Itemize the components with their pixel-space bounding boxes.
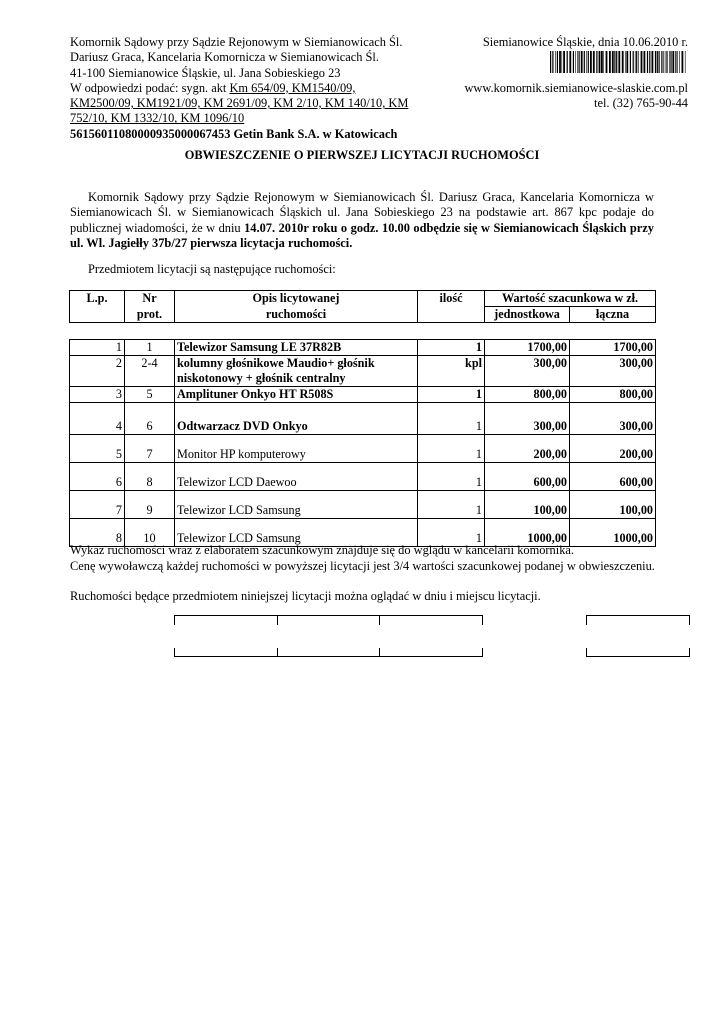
row-opis: Telewizor LCD Samsung xyxy=(175,491,418,519)
header-nr-bottom: prot. xyxy=(125,307,175,323)
stamp-frame-top-1 xyxy=(174,615,278,625)
reply-ref-3: 752/10, KM 1332/10, KM 1096/10 xyxy=(70,111,245,126)
items-table xyxy=(69,339,656,547)
row-lp: 3 xyxy=(70,387,125,403)
row-laczna: 300,00 xyxy=(570,403,656,435)
header-ilosc: ilość xyxy=(418,291,485,323)
table-row xyxy=(70,403,656,435)
row-nr: 6 xyxy=(125,403,175,435)
row-ilosc: 1 xyxy=(418,435,485,463)
row-ilosc: 1 xyxy=(418,403,485,435)
stamp-frame-bottom-4 xyxy=(586,648,690,657)
row-laczna: 300,00 xyxy=(570,356,656,387)
row-laczna: 1000,00 xyxy=(570,519,656,547)
row-jednostkowa: 800,00 xyxy=(485,387,570,403)
row-nr: 5 xyxy=(125,387,175,403)
sender-block xyxy=(70,35,450,142)
website: www.komornik.siemianowice-slaskie.com.pl xyxy=(464,81,688,95)
row-opis: Telewizor LCD Daewoo xyxy=(175,463,418,491)
row-lp: 2 xyxy=(70,356,125,387)
place-date: Siemianowice Śląskie, dnia 10.06.2010 r. xyxy=(482,35,688,49)
header-lp: L.p. xyxy=(70,291,125,323)
row-opis: Odtwarzacz DVD Onkyo xyxy=(175,403,418,435)
stamp-frame-bottom-1 xyxy=(174,648,278,657)
row-jednostkowa: 200,00 xyxy=(485,435,570,463)
row-laczna: 600,00 xyxy=(570,463,656,491)
row-nr: 9 xyxy=(125,491,175,519)
row-laczna: 800,00 xyxy=(570,387,656,403)
row-ilosc: 1 xyxy=(418,519,485,547)
row-laczna: 200,00 xyxy=(570,435,656,463)
row-nr: 8 xyxy=(125,463,175,491)
reply-ref-2: KM2500/09, KM1921/09, KM 2691/09, KM 2/10, KM 140/10, KM xyxy=(70,96,409,111)
sender-line-1: Komornik Sądowy przy Sądzie Rejonowym w Siemianowicach Śl. xyxy=(70,35,403,49)
table-row xyxy=(70,387,656,403)
subject-line: Przedmiotem licytacji są następujące ruchomości: xyxy=(88,262,336,276)
table-row xyxy=(70,463,656,491)
header-laczna: łączna xyxy=(570,307,656,323)
row-opis: Telewizor Samsung LE 37R82B xyxy=(175,340,418,356)
row-lp: 6 xyxy=(70,463,125,491)
reply-prefix: W odpowiedzi podać: sygn. akt xyxy=(70,80,230,95)
row-nr: 1 xyxy=(125,340,175,356)
row-jednostkowa: 300,00 xyxy=(485,356,570,387)
row-ilosc: 1 xyxy=(418,463,485,491)
note-line-3: Ruchomości będące przedmiotem niniejszej licytacji można oglądać w dniu i miejscu licytacji. xyxy=(70,589,541,603)
sender-line-3: 41-100 Siemianowice Śląskie, ul. Jana Sobieskiego 23 xyxy=(70,65,341,80)
row-jednostkowa: 1700,00 xyxy=(485,340,570,356)
row-lp: 7 xyxy=(70,491,125,519)
intro-paragraph xyxy=(70,190,654,252)
row-nr: 2-4 xyxy=(125,356,175,387)
row-laczna: 1700,00 xyxy=(570,340,656,356)
table-row xyxy=(70,356,656,387)
row-nr: 10 xyxy=(125,519,175,547)
intro-text: Komornik Sądowy przy Sądzie Rejonowym w Siemianowicach Śl. Dariusz Graca, Kancelaria Komornicza w Siemianowicach Śl. w Siemianowicach Śląskich ul. Jana Sobieskiego 23 na podstawie art. 867 kpc podaje do publicznej wiadomości, że w dniu xyxy=(70,190,654,235)
row-ilosc: 1 xyxy=(418,340,485,356)
row-lp: 4 xyxy=(70,403,125,435)
page-title: OBWIESZCZENIE O PIERWSZEJ LICYTACJI RUCHOMOŚCI xyxy=(184,148,540,162)
row-ilosc: 1 xyxy=(418,491,485,519)
header-wartosc: Wartość szacunkowa w zł. xyxy=(485,291,656,307)
header-nr-top: Nr xyxy=(125,291,175,307)
sender-line-2: Dariusz Graca, Kancelaria Komornicza w Siemianowicach Śl. xyxy=(70,50,379,65)
intro-bold-text: 14.07. 2010r roku o godz. 10.00 odbędzie się w Siemianowicach Śląskich przy ul. Wl. Jagiełły 37b/27 pierwsza licytacja ruchomości. xyxy=(70,220,654,251)
note-line-1: Wykaz ruchomości wraz z elaboratem szacunkowym znajduje się do wglądu w kancelarii komornika. xyxy=(70,543,574,557)
stamp-frame-bottom-3 xyxy=(379,648,483,657)
stamp-frame-top-3 xyxy=(379,615,483,625)
row-ilosc: kpl xyxy=(418,356,485,387)
row-laczna: 100,00 xyxy=(570,491,656,519)
row-ilosc: 1 xyxy=(418,387,485,403)
row-lp: 5 xyxy=(70,435,125,463)
phone: tel. (32) 765-90-44 xyxy=(594,96,688,110)
row-jednostkowa: 600,00 xyxy=(485,463,570,491)
row-nr: 7 xyxy=(125,435,175,463)
note-line-2: Cenę wywoławczą każdej ruchomości w powyższej licytacji jest 3/4 wartości szacunkowej podanej w obwieszczeniu. xyxy=(70,559,655,573)
table-row xyxy=(70,491,656,519)
row-jednostkowa: 300,00 xyxy=(485,403,570,435)
bank-account: 56156011080000935000067453 Getin Bank S.A. w Katowicach xyxy=(70,126,398,141)
stamp-frame-bottom-2 xyxy=(276,648,380,657)
table-row xyxy=(70,340,656,356)
row-opis: Telewizor LCD Samsung xyxy=(175,519,418,547)
header-opis-top: Opis licytowanej xyxy=(175,291,418,307)
row-opis: Monitor HP komputerowy xyxy=(175,435,418,463)
row-jednostkowa: 100,00 xyxy=(485,491,570,519)
row-lp: 1 xyxy=(70,340,125,356)
items-table-header xyxy=(69,290,656,323)
header-opis-bottom: ruchomości xyxy=(175,307,418,323)
row-jednostkowa: 1000,00 xyxy=(485,519,570,547)
table-row xyxy=(70,435,656,463)
row-lp: 8 xyxy=(70,519,125,547)
row-opis: kolumny głośnikowe Maudio+ głośnik niskotonowy + głośnik centralny xyxy=(175,356,418,387)
stamp-frame-top-2 xyxy=(276,615,380,625)
header-jednostkowa: jednostkowa xyxy=(485,307,570,323)
stamp-frame-top-4 xyxy=(586,615,690,625)
reply-ref-1: Km 654/09, KM1540/09, xyxy=(229,80,356,95)
barcode xyxy=(550,51,688,73)
row-opis: Amplituner Onkyo HT R508S xyxy=(175,387,418,403)
reply-reference xyxy=(70,81,450,96)
